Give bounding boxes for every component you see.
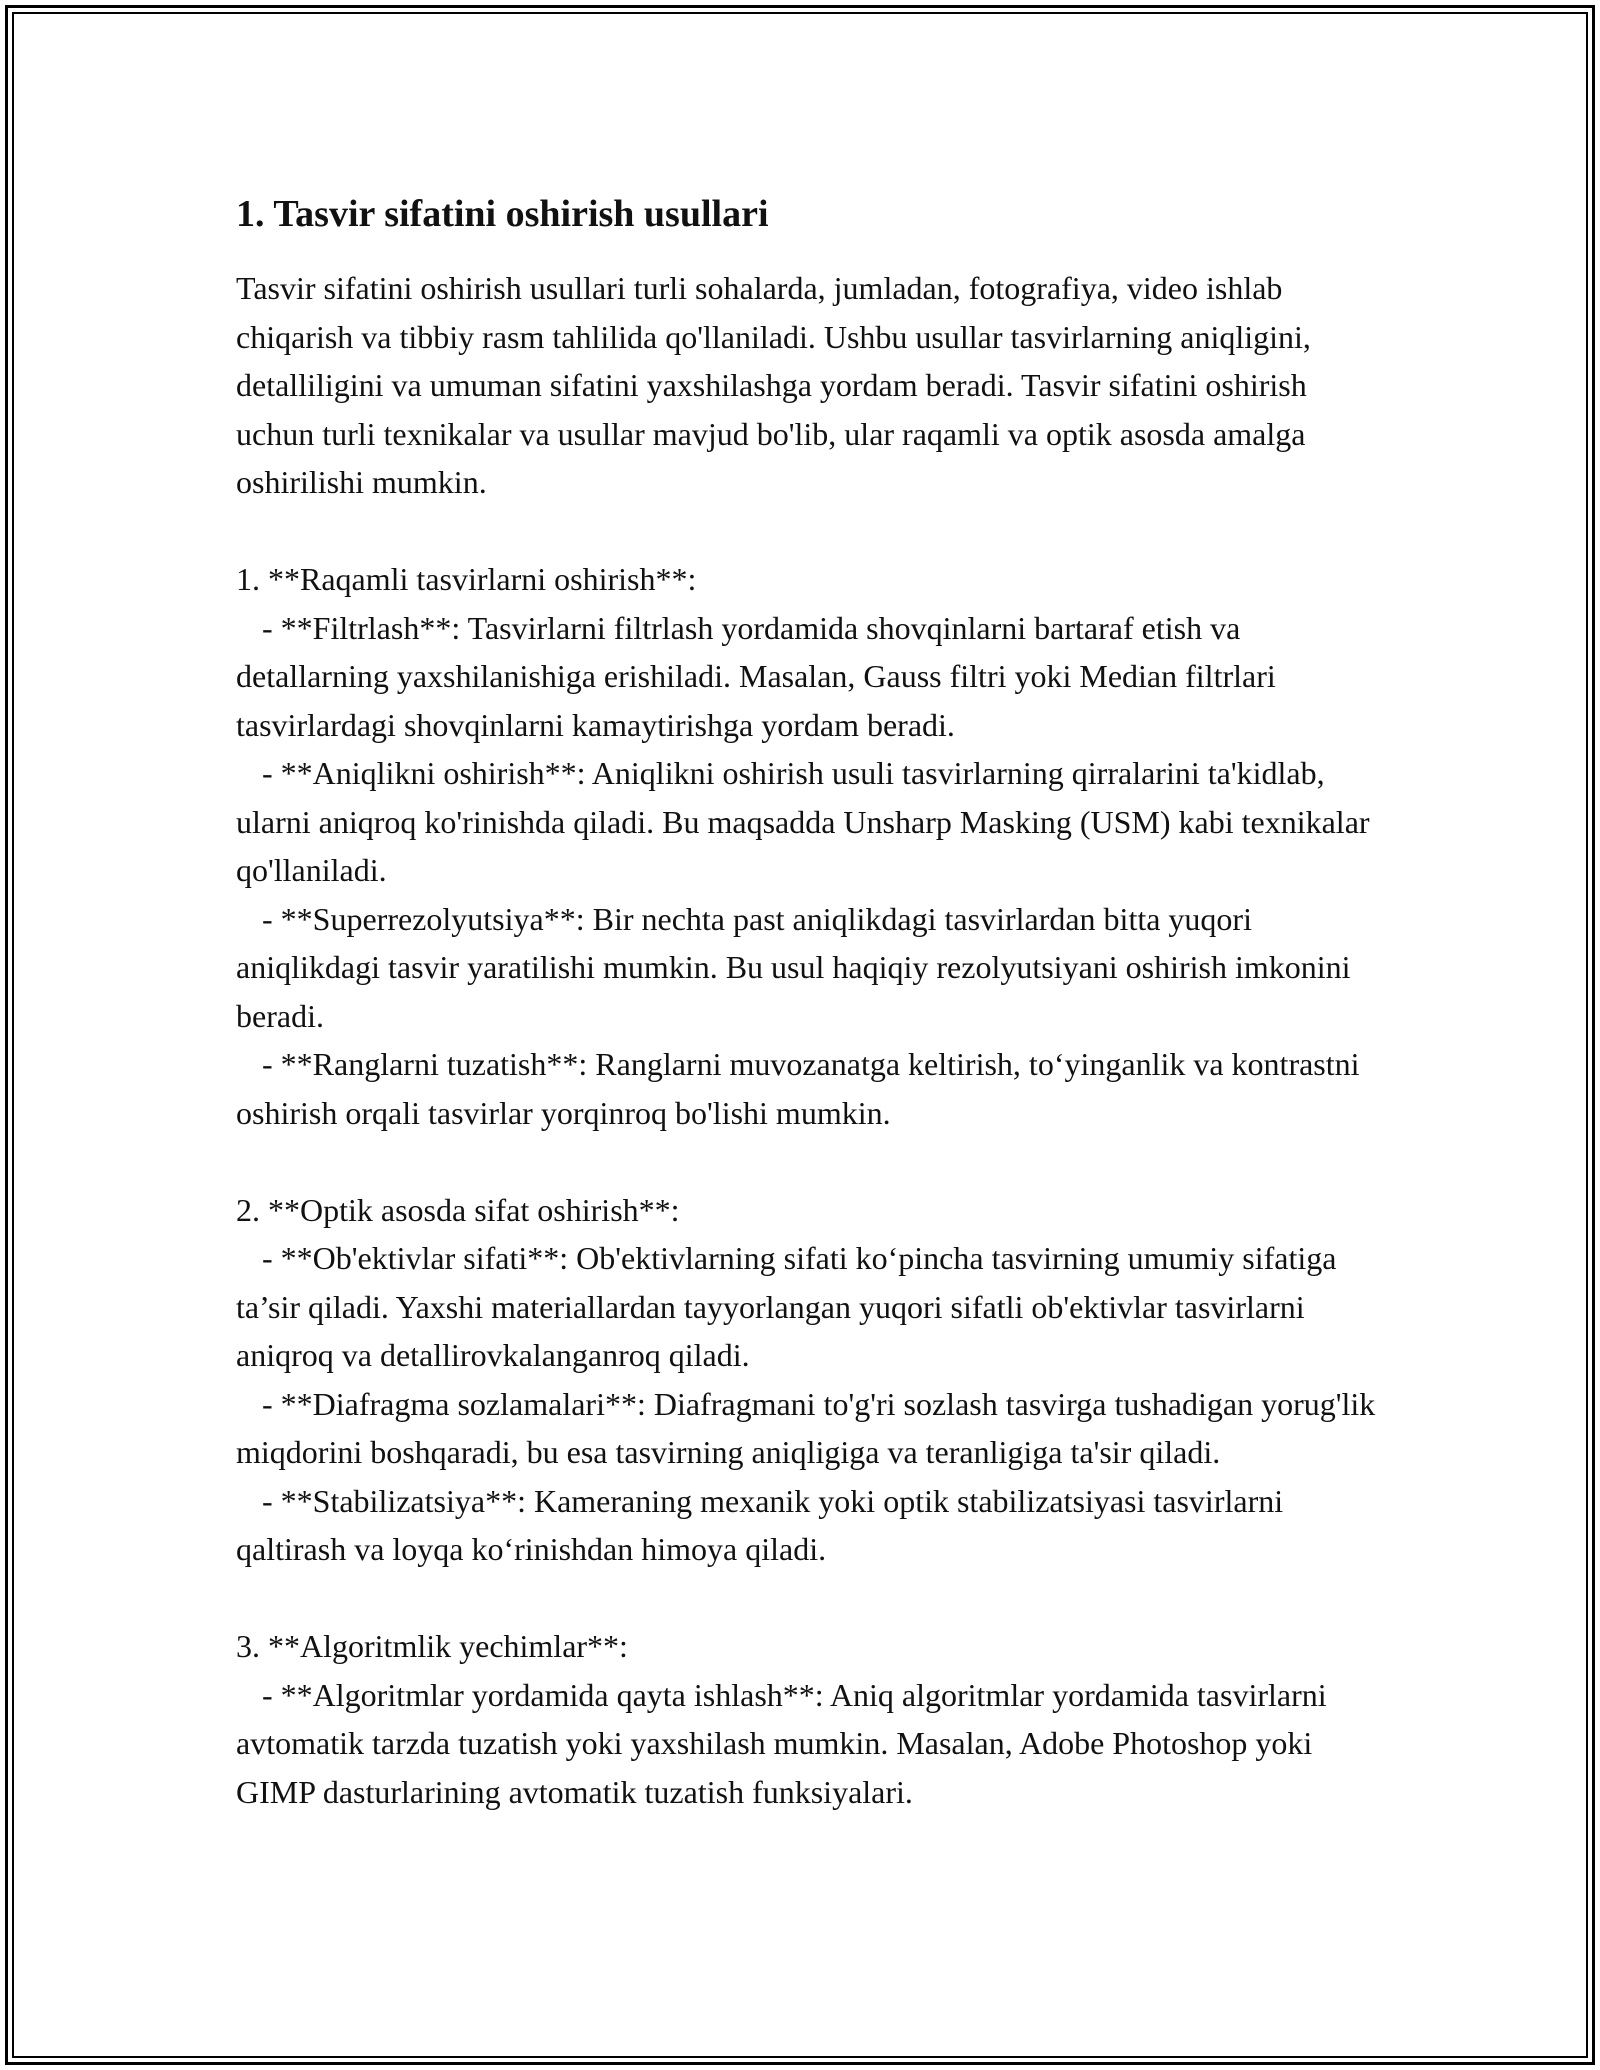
intro-paragraph: Tasvir sifatini oshirish usullari turli sohalarda, jumladan, fotografiya, video ishlab chiqarish va tibbiy rasm tahlilida qo'llaniladi. Ushbu usullar tasvirlarning aniqligini, detalliligini va umuman sifatini yaxshilashga yordam beradi. Tasvir sifatini oshirish uchun turli texnikalar va usullar mavjud bo'lib, ular raqamli va optik asosda amalga oshirilishi mumkin. bbox=[236, 270, 1319, 500]
section-heading: 1. **Raqamli tasvirlarni oshirish**: bbox=[236, 561, 697, 597]
list-item: - **Ranglarni tuzatish**: Ranglarni muvozanatga keltirish, to‘yinganlik va kontrastni oshirish orqali tasvirlar yorqinroq bo'lishi mumkin. bbox=[236, 1046, 1368, 1131]
section-1 bbox=[236, 555, 1386, 1137]
spacer bbox=[236, 1137, 1386, 1186]
document-body bbox=[236, 188, 1386, 1816]
section-3 bbox=[236, 1622, 1386, 1816]
list-item: - **Diafragma sozlamalari**: Diafragmani to'g'ri sozlash tasvirga tushadigan yorug'lik miqdorini boshqaradi, bu esa tasvirning aniqligiga va teranligiga ta'sir qiladi. bbox=[236, 1385, 1384, 1470]
section-2 bbox=[236, 1186, 1386, 1574]
spacer bbox=[236, 1574, 1386, 1623]
document-title: 1. Tasvir sifatini oshirish usullari bbox=[236, 193, 769, 235]
list-item: - **Stabilizatsiya**: Kameraning mexanik yoki optik stabilizatsiyasi tasvirlarni qaltirash va loyqa ko‘rinishdan himoya qiladi. bbox=[236, 1482, 1292, 1567]
list-item: - **Ob'ektivlar sifati**: Ob'ektivlarning sifati ko‘pincha tasvirning umumiy sifatiga ta’sir qiladi. Yaxshi materiallardan tayyorlangan yuqori sifatli ob'ektivlar tasvirlarni aniqroq va detallirovkalanganroq qiladi. bbox=[236, 1240, 1345, 1373]
spacer bbox=[236, 507, 1386, 556]
section-heading: 2. **Optik asosda sifat oshirish**: bbox=[236, 1191, 680, 1228]
section-heading: 3. **Algoritmlik yechimlar**: bbox=[236, 1628, 628, 1664]
list-item: - **Algoritmlar yordamida qayta ishlash**: Aniq algoritmlar yordamida tasvirlarni avtomatik tarzda tuzatish yoki yaxshilash mumkin. Masalan, Adobe Photoshop yoki GIMP dasturlarining avtomatik tuzatish funksiyalari. bbox=[236, 1676, 1335, 1810]
list-item: - **Filtrlash**: Tasvirlarni filtrlash yordamida shovqinlarni bartaraf etish va detallarning yaxshilanishiga erishiladi. Masalan, Gauss filtri yoki Median filtrlari tasvirlardagi shovqinlarni kamaytirishga yordam beradi. bbox=[236, 609, 1284, 743]
list-item: - **Superrezolyutsiya**: Bir nechta past aniqlikdagi tasvirlardan bitta yuqori aniqlikdagi tasvir yaratilishi mumkin. Bu usul haqiqiy rezolyutsiyani oshirish imkonini beradi. bbox=[236, 900, 1359, 1034]
list-item: - **Aniqlikni oshirish**: Aniqlikni oshirish usuli tasvirlarning qirralarini ta'kidlab, ularni aniqroq ko'rinishda qiladi. Bu maqsadda Unsharp Masking (USM) kabi texnikalar qo'llaniladi. bbox=[236, 755, 1378, 888]
